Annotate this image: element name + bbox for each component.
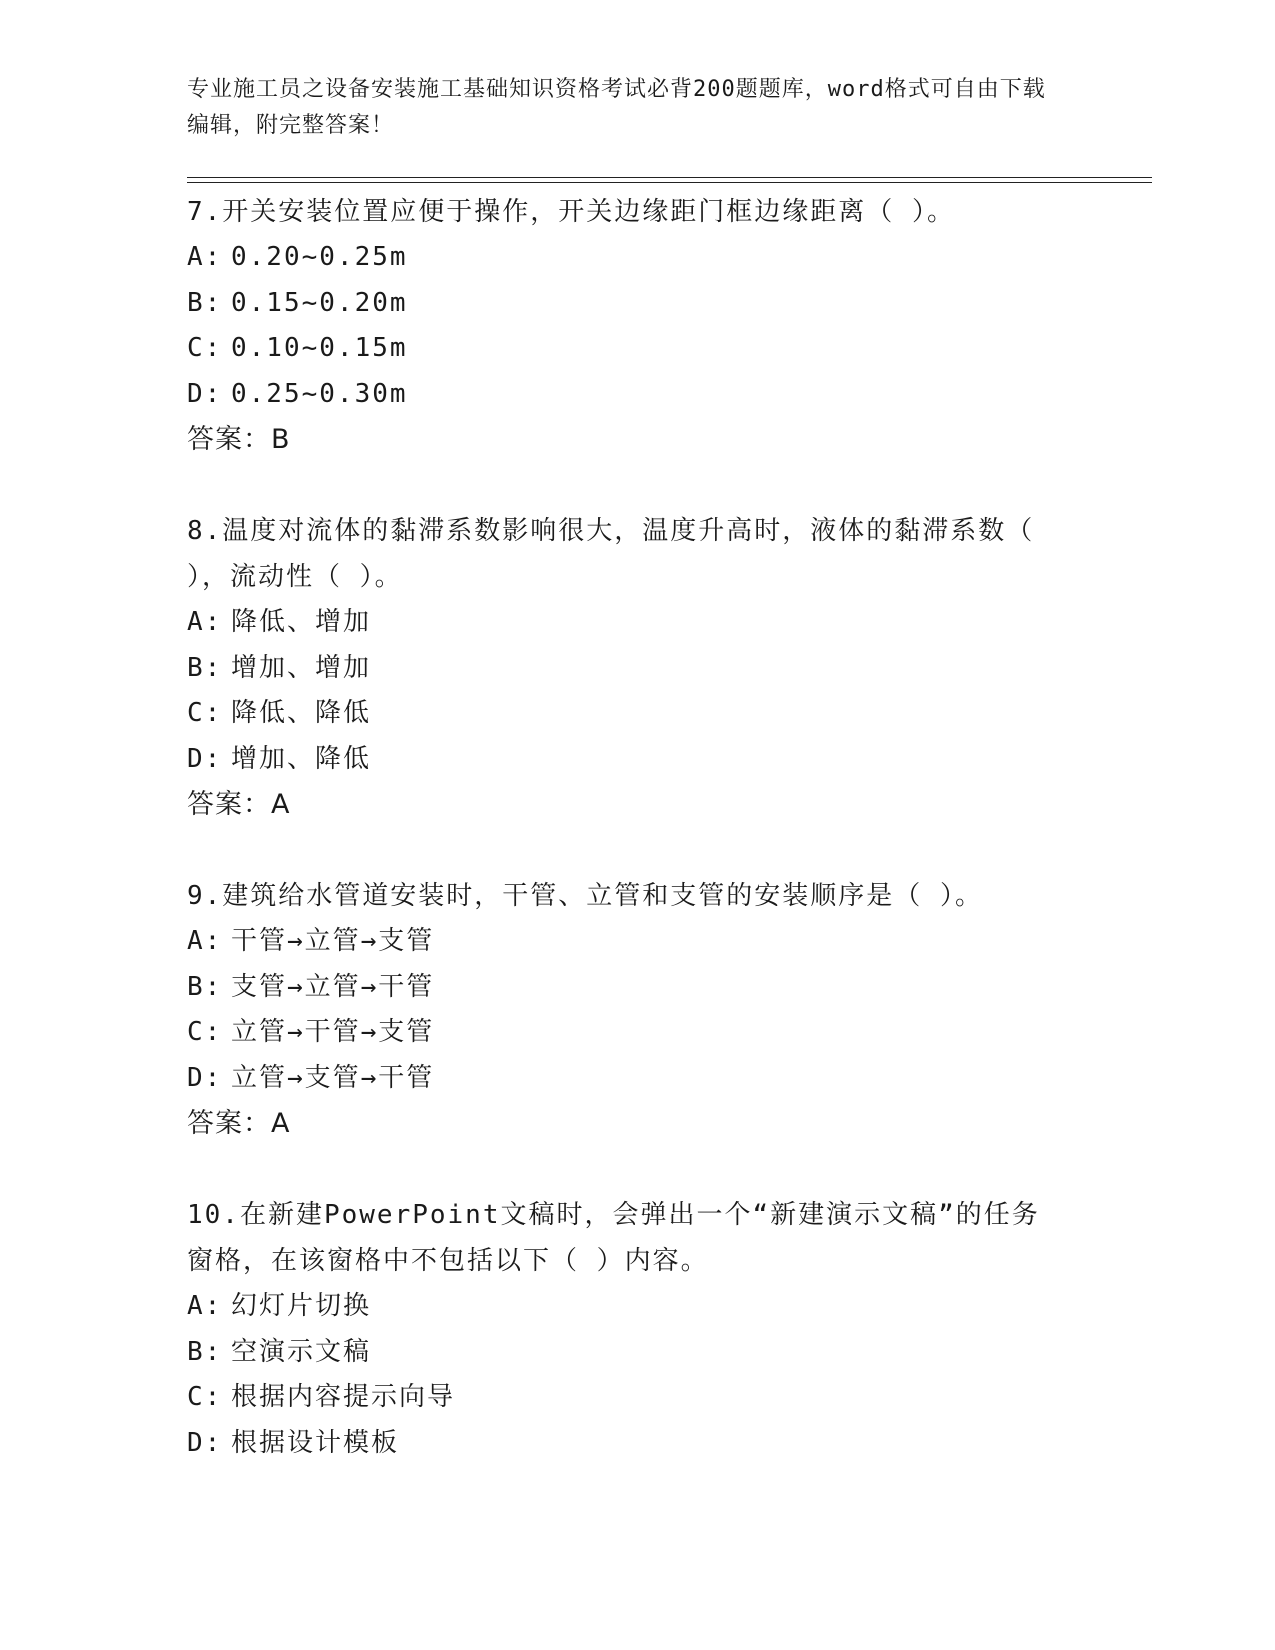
option-key: B:: [187, 287, 223, 318]
answer-line: 答案：B: [187, 424, 291, 455]
option-key: C:: [187, 1382, 223, 1412]
option-key: B:: [187, 652, 223, 683]
option-key: C:: [187, 333, 223, 363]
question-stem: 8.温度对流体的黏滞系数影响很大，温度升高时，液体的黏滞系数（ ），流动性（ ）。: [187, 516, 1035, 592]
option-key: D:: [187, 743, 223, 774]
option-b: [187, 646, 1067, 692]
option-d: [187, 1421, 1067, 1467]
document-header: 专业施工员之设备安装施工基础知识资格考试必背200题题库，word格式可自由下载编辑，附完整答案！: [187, 77, 1046, 138]
option-key: B:: [187, 1336, 223, 1367]
option-text: 0.10~0.15m: [231, 333, 408, 363]
option-key: A:: [187, 926, 223, 956]
question-stem: 9.建筑给水管道安装时，干管、立管和支管的安装顺序是（ ）。: [187, 881, 983, 911]
option-b: [187, 1330, 1067, 1376]
option-d: [187, 372, 1067, 418]
answer-line: 答案：A: [187, 1108, 291, 1139]
option-d: [187, 737, 1067, 783]
option-text: 0.25~0.30m: [231, 378, 408, 409]
option-c: [187, 1010, 1067, 1056]
option-c: [187, 691, 1067, 737]
option-text: 降低、增加: [231, 607, 372, 637]
option-key: D:: [187, 1062, 223, 1093]
option-text: 0.20~0.25m: [231, 242, 408, 272]
option-text: 幻灯片切换: [231, 1291, 372, 1321]
option-text: 根据设计模板: [231, 1427, 400, 1458]
option-text: 支管→立管→干管: [231, 971, 435, 1002]
option-text: 降低、降低: [231, 698, 372, 728]
option-c: [187, 326, 1067, 372]
option-a: [187, 1284, 1067, 1330]
question-stem: 10.在新建PowerPoint文稿时，会弹出一个“新建演示文稿”的任务窗格，在该窗格中不包括以下（ ）内容。: [187, 1200, 1040, 1276]
option-c: [187, 1375, 1067, 1421]
question-8: [187, 508, 1067, 828]
question-stem: 7.开关安装位置应便于操作，开关边缘距门框边缘距离（ ）。: [187, 197, 955, 227]
option-a: [187, 600, 1067, 646]
question-7: [187, 189, 1067, 463]
option-text: 增加、降低: [231, 743, 372, 774]
question-9: [187, 873, 1067, 1147]
option-text: 空演示文稿: [231, 1336, 372, 1367]
option-text: 干管→立管→支管: [231, 926, 435, 956]
option-key: D:: [187, 378, 223, 409]
option-key: A:: [187, 1291, 223, 1321]
option-key: D:: [187, 1427, 223, 1458]
header-divider-top: [187, 177, 1152, 178]
option-b: [187, 281, 1067, 327]
question-10: [187, 1192, 1067, 1466]
option-key: C:: [187, 1017, 223, 1047]
option-key: A:: [187, 242, 223, 272]
option-d: [187, 1056, 1067, 1102]
option-text: 根据内容提示向导: [231, 1382, 456, 1412]
option-text: 立管→干管→支管: [231, 1017, 435, 1047]
option-key: B:: [187, 971, 223, 1002]
option-text: 0.15~0.20m: [231, 287, 408, 318]
option-text: 立管→支管→干管: [231, 1062, 435, 1093]
option-a: [187, 919, 1067, 965]
answer-line: 答案：A: [187, 789, 291, 820]
header-divider-bottom: [187, 182, 1152, 183]
option-b: [187, 965, 1067, 1011]
option-key: A:: [187, 607, 223, 637]
option-text: 增加、增加: [231, 652, 372, 683]
option-key: C:: [187, 698, 223, 728]
option-a: [187, 235, 1067, 281]
